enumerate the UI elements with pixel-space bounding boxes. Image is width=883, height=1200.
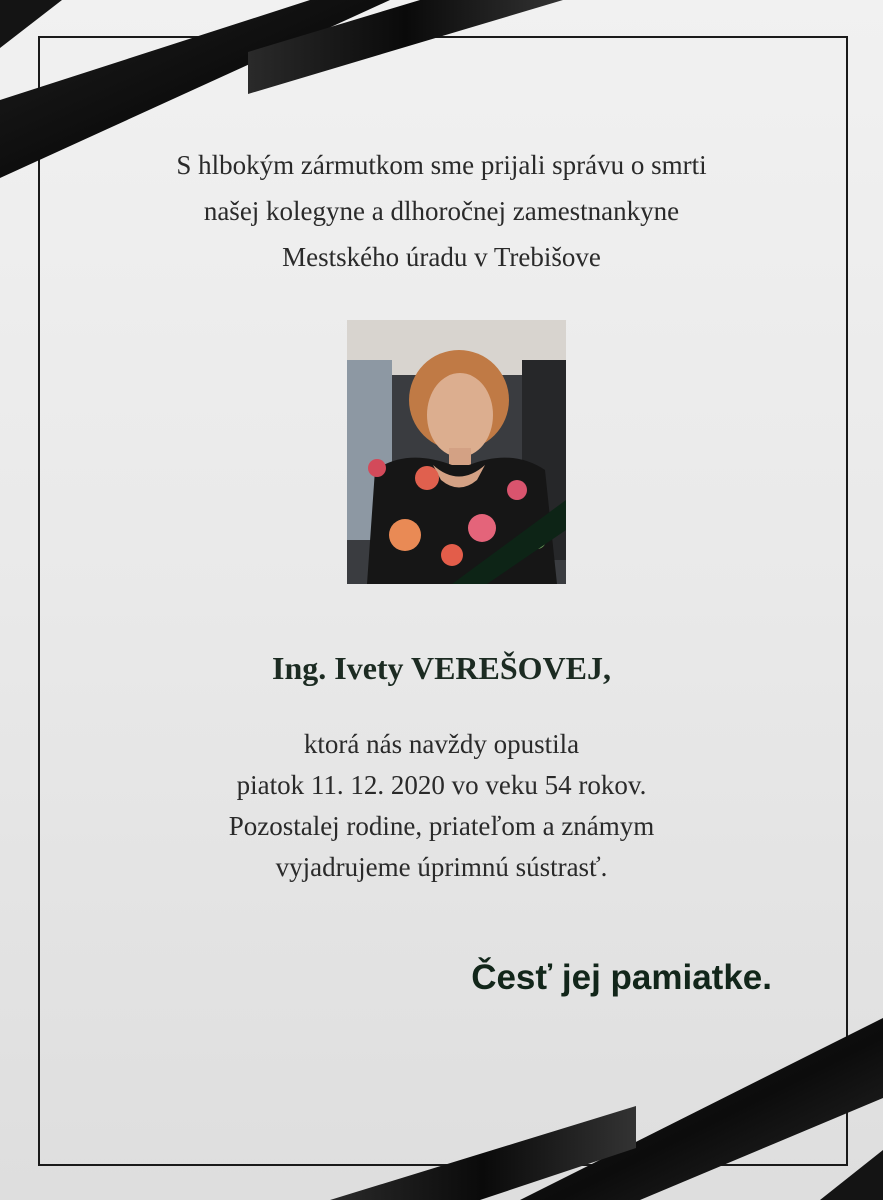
portrait-photo	[347, 320, 566, 584]
portrait-illustration	[347, 320, 566, 584]
intro-line: Mestského úradu v Trebišove	[282, 242, 601, 272]
message-line: piatok 11. 12. 2020 vo veku 54 rokov.	[236, 770, 647, 800]
message-line: vyjadrujeme úprimnú sústrasť.	[275, 852, 608, 882]
closing-tribute: Česť jej pamiatke.	[471, 958, 772, 997]
deceased-name: Ing. Ivety VEREŠOVEJ,	[271, 650, 612, 686]
intro-text	[0, 142, 883, 280]
intro-line: našej kolegyne a dlhoročnej zamestnankyne	[203, 196, 680, 226]
intro-line: S hlbokým zármutkom sme prijali správu o smrti	[176, 150, 707, 180]
message-line: Pozostalej rodine, priateľom a známym	[228, 811, 655, 841]
ribbon-bottom-right-main	[520, 1018, 883, 1200]
message-line: ktorá nás navždy opustila	[303, 729, 580, 759]
ribbon-top-left-corner	[0, 0, 62, 48]
condolence-message	[0, 724, 883, 888]
ribbon-bottom-right-corner	[820, 1150, 883, 1200]
